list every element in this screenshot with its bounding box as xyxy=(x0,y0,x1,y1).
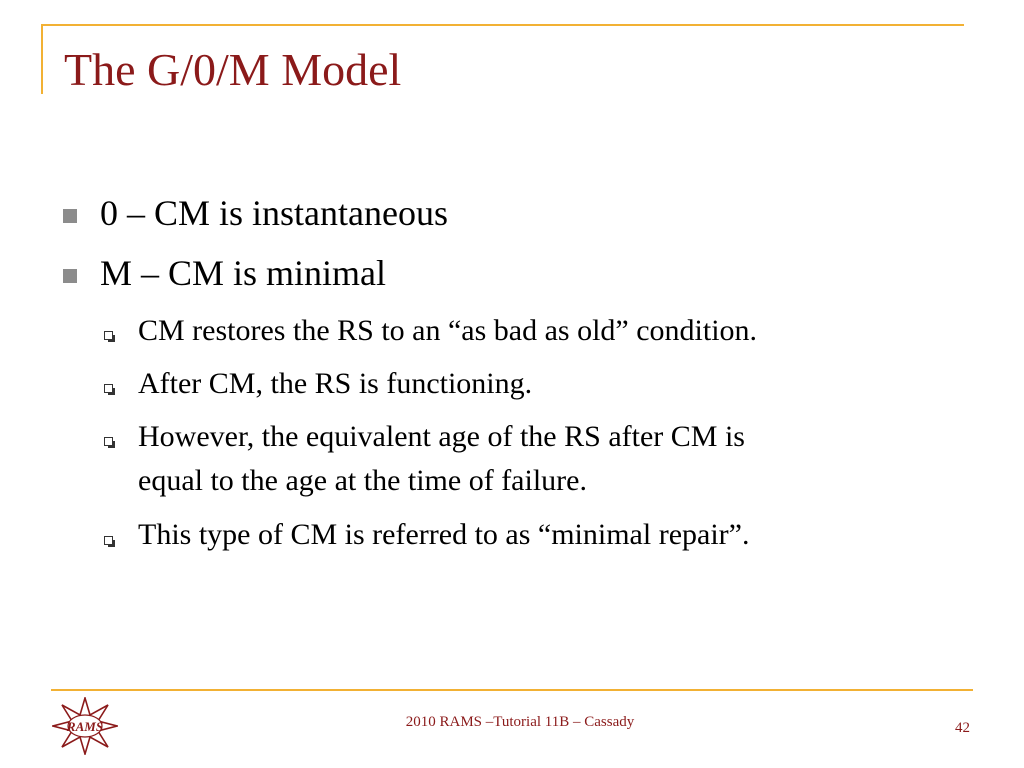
sub-bullet-item: However, the equivalent age of the RS after CM is xyxy=(138,420,745,453)
bullet-square-icon xyxy=(63,269,77,283)
sub-bullet-box-icon xyxy=(104,331,113,340)
sub-bullet-box-icon xyxy=(104,384,113,393)
slide-title: The G/0/M Model xyxy=(64,44,402,95)
sub-bullet-item-continued: equal to the age at the time of failure. xyxy=(138,464,587,497)
sub-bullet-item: CM restores the RS to an “as bad as old” condition. xyxy=(138,314,758,347)
page-number: 42 xyxy=(955,720,970,736)
rams-logo-icon xyxy=(52,697,118,755)
bullet-item: 0 – CM is instantaneous xyxy=(100,193,448,233)
bottom-rule xyxy=(51,689,973,691)
logo-text: RAMS xyxy=(66,719,104,734)
footer-text: 2010 RAMS –Tutorial 11B – Cassady xyxy=(405,714,635,730)
left-rule xyxy=(41,24,43,94)
bullet-item: M – CM is minimal xyxy=(100,253,387,293)
sub-bullet-item: After CM, the RS is functioning. xyxy=(138,367,533,400)
bullet-square-icon xyxy=(63,209,77,223)
sub-bullet-item: This type of CM is referred to as “minimal repair”. xyxy=(138,518,750,551)
sub-bullet-box-icon xyxy=(104,536,113,545)
sub-bullet-box-icon xyxy=(104,437,113,446)
top-rule xyxy=(41,24,964,26)
